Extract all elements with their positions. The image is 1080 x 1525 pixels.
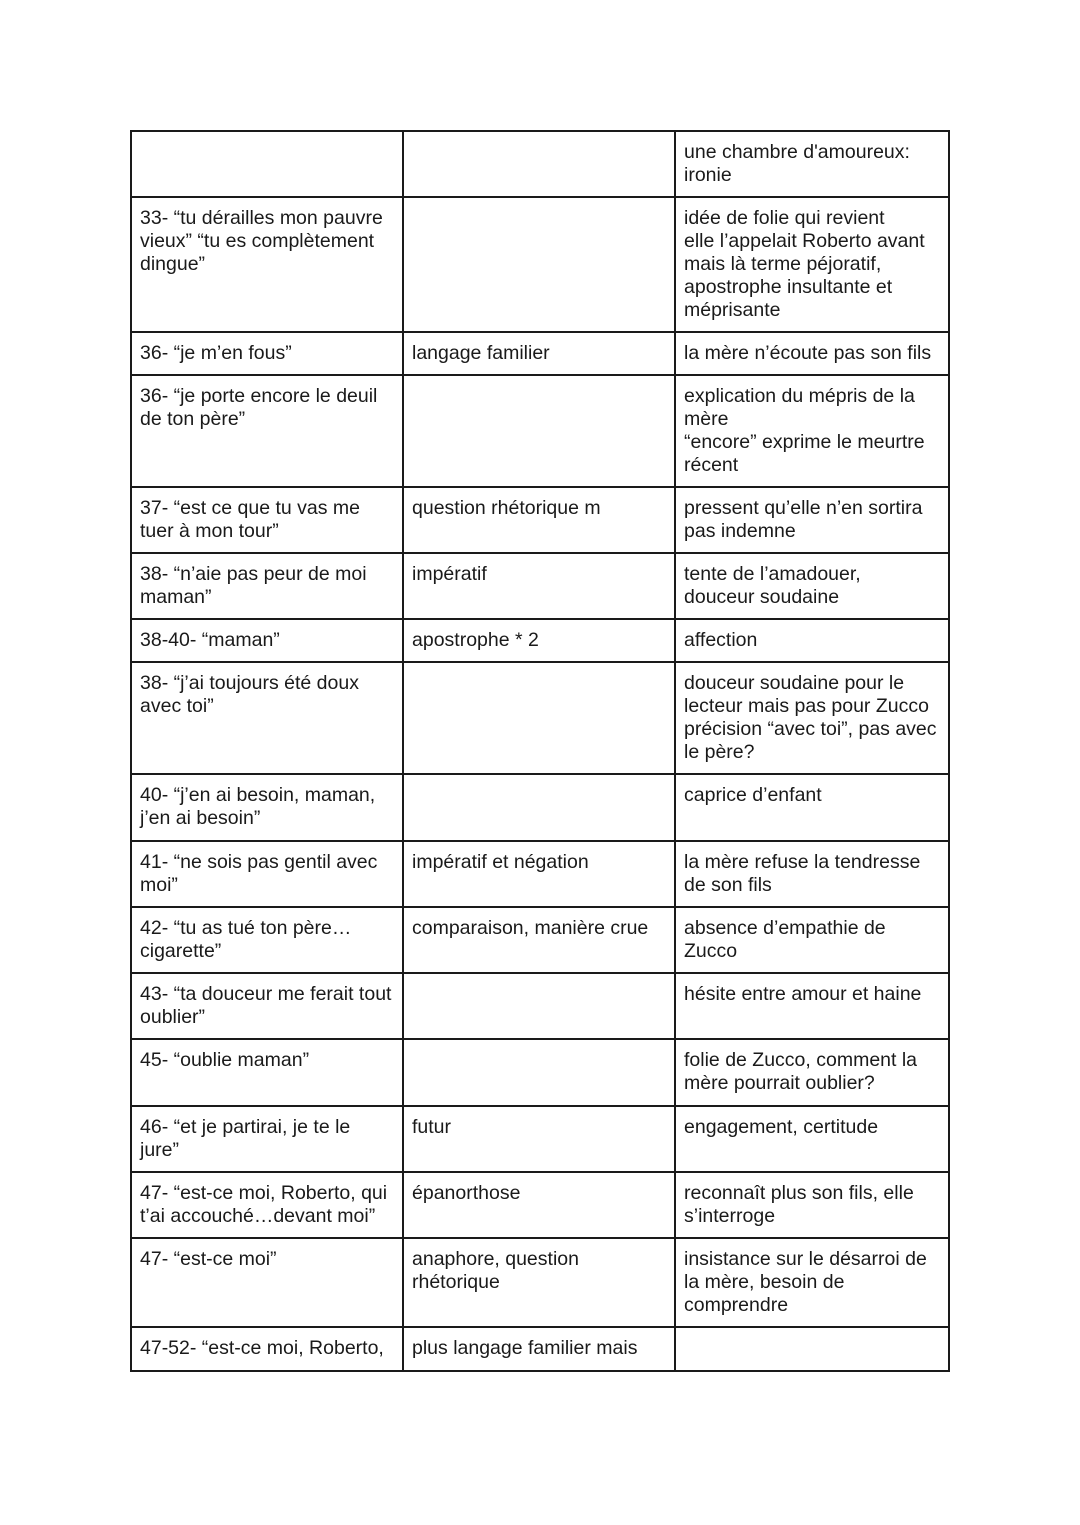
quote-cell: 36- “je m’en fous” [131,332,403,375]
interpretation-cell: une chambre d'amoureux: ironie [675,131,949,197]
interpretation-cell: idée de folie qui revient elle l’appelait Roberto avant mais là terme péjoratif, apostrophe insultante et méprisante [675,197,949,332]
device-cell [403,131,675,197]
quote-cell: 46- “et je partirai, je te le jure” [131,1106,403,1172]
interpretation-cell: absence d’empathie de Zucco [675,907,949,973]
device-cell: apostrophe * 2 [403,619,675,662]
interpretation-cell: folie de Zucco, comment la mère pourrait oublier? [675,1039,949,1106]
quote-cell: 47- “est-ce moi, Roberto, qui t’ai accouché…devant moi” [131,1172,403,1238]
device-cell: impératif et négation [403,841,675,907]
table-row [131,973,949,1039]
quote-cell: 36- “je porte encore le deuil de ton père” [131,375,403,487]
table-row [131,1039,949,1106]
device-cell [403,1039,675,1106]
quote-cell: 40- “j’en ai besoin, maman, j’en ai besoin” [131,774,403,841]
device-cell: anaphore, question rhétorique [403,1238,675,1327]
interpretation-cell: tente de l’amadouer, douceur soudaine [675,553,949,619]
device-cell [403,662,675,774]
interpretation-cell: engagement, certitude [675,1106,949,1172]
device-cell [403,774,675,841]
table-row [131,1327,949,1371]
interpretation-cell: explication du mépris de la mère “encore” exprime le meurtre récent [675,375,949,487]
device-cell: impératif [403,553,675,619]
device-cell: question rhétorique m [403,487,675,553]
device-cell: langage familier [403,332,675,375]
interpretation-cell: douceur soudaine pour le lecteur mais pas pour Zucco précision “avec toi”, pas avec le père? [675,662,949,774]
quote-cell: 41- “ne sois pas gentil avec moi” [131,841,403,907]
quote-cell: 45- “oublie maman” [131,1039,403,1106]
quote-cell: 38- “n’aie pas peur de moi maman” [131,553,403,619]
table-row [131,1238,949,1327]
interpretation-cell: hésite entre amour et haine [675,973,949,1039]
table-row [131,487,949,553]
analysis-table [130,130,950,1372]
table-row [131,1172,949,1238]
table-row [131,662,949,774]
quote-cell: 43- “ta douceur me ferait tout oublier” [131,973,403,1039]
interpretation-cell: affection [675,619,949,662]
quote-cell: 38- “j’ai toujours été doux avec toi” [131,662,403,774]
table-row [131,619,949,662]
device-cell: futur [403,1106,675,1172]
table-row [131,553,949,619]
table-row [131,907,949,973]
table-row [131,774,949,841]
table-row [131,1106,949,1172]
quote-cell: 38-40- “maman” [131,619,403,662]
quote-cell: 47-52- “est-ce moi, Roberto, [131,1327,403,1371]
device-cell: épanorthose [403,1172,675,1238]
interpretation-cell: la mère n’écoute pas son fils [675,332,949,375]
device-cell [403,197,675,332]
device-cell [403,375,675,487]
quote-cell: 42- “tu as tué ton père…cigarette” [131,907,403,973]
quote-cell: 37- “est ce que tu vas me tuer à mon tour” [131,487,403,553]
device-cell: comparaison, manière crue [403,907,675,973]
table-row [131,841,949,907]
quote-cell [131,131,403,197]
interpretation-cell [675,1327,949,1371]
table-row [131,332,949,375]
interpretation-cell: reconnaît plus son fils, elle s’interroge [675,1172,949,1238]
device-cell [403,973,675,1039]
table-row [131,131,949,197]
quote-cell: 33- “tu dérailles mon pauvre vieux” “tu es complètement dingue” [131,197,403,332]
interpretation-cell: la mère refuse la tendresse de son fils [675,841,949,907]
interpretation-cell: caprice d’enfant [675,774,949,841]
device-cell: plus langage familier mais [403,1327,675,1371]
quote-cell: 47- “est-ce moi” [131,1238,403,1327]
interpretation-cell: pressent qu’elle n’en sortira pas indemne [675,487,949,553]
table-row [131,197,949,332]
table-row [131,375,949,487]
interpretation-cell: insistance sur le désarroi de la mère, besoin de comprendre [675,1238,949,1327]
